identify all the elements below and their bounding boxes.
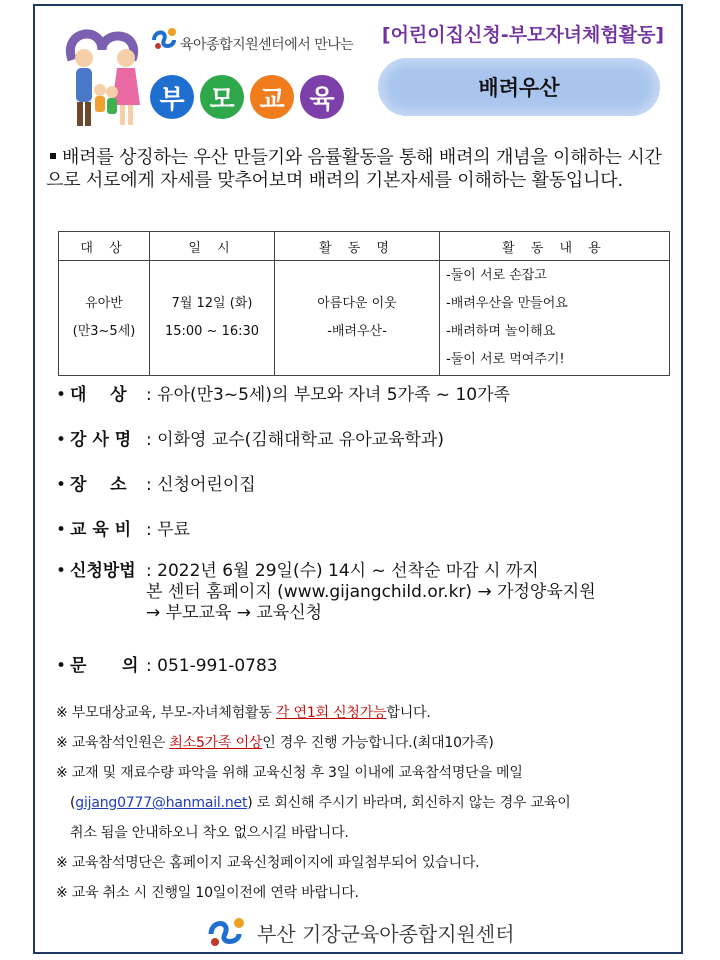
schedule-header-row	[59, 232, 670, 261]
notes-section	[56, 698, 681, 908]
header-activity-contents: 활 동 내 용	[440, 232, 670, 261]
header-activity-name: 활 동 명	[275, 232, 440, 261]
activity-name-line: 아름다운 이웃	[317, 296, 397, 311]
header-datetime: 일 시	[150, 232, 275, 261]
info-apply-line2: 본 센터 홈페이지 (www.gijangchild.or.kr) → 가정양육지원	[146, 582, 596, 602]
note-item: ※ 교육 취소 시 진행일 10일이전에 연락 바랍니다.	[56, 885, 359, 901]
intro-text: 배려를 상징하는 우산 만들기와 음률활동을 통해 배려의 개념을 이해하는 시간으로 서로에게 자세를 맞추어보며 배려의 기본자세를 이해하는 활동입니다.	[46, 147, 662, 191]
center-logo-icon	[150, 26, 180, 52]
note-item: (gijang0777@hanmail.net) 로 회신해 주시기 바라며, 회신하지 않는 경우 교육이	[70, 795, 571, 811]
header-tagline: 육아종합지원센터에서 만나는	[180, 37, 354, 53]
info-instructor-label: 강 사 명	[70, 430, 132, 450]
info-place-label: 장 소	[70, 475, 127, 495]
note-text: ※ 교육참석인원은	[56, 735, 170, 751]
info-apply-label: 신청방법	[70, 561, 136, 581]
info-apply: • 신청방법 : 2022년 6월 29일(수) 14시 ~ 선착순 마감 시 까지 본 센터 홈페이지 (www.gijangchild.or.kr) → 가정양육지원 → 부모교육 → 교육신청	[56, 561, 596, 623]
target-line: 유아반	[85, 296, 123, 311]
note-text: 인 경우 진행 가능합니다.(최대10가족)	[262, 735, 494, 751]
content-item: -배려우산을 만들어요	[446, 296, 568, 311]
content-item: -둘이 서로 손잡고	[446, 268, 547, 283]
info-fee-value: : 무료	[146, 520, 191, 540]
parent-education-badges	[150, 75, 344, 119]
square-bullet-icon	[50, 153, 56, 159]
activity-name-line: -배려우산-	[327, 324, 387, 339]
note-text: ※ 부모대상교육, 부모-자녀체험활동	[56, 705, 276, 721]
info-target-value: : 유아(만3~5세)의 부모와 자녀 5가족 ~ 10가족	[146, 385, 510, 405]
badge-bu: 부	[150, 75, 194, 119]
schedule-row	[59, 261, 670, 376]
center-logo-icon	[205, 916, 249, 948]
email-link[interactable]: gijang0777@hanmail.net	[75, 795, 248, 811]
info-instructor-value: : 이화영 교수(김해대학교 유아교육학과)	[146, 430, 444, 450]
info-instructor: • 강 사 명 : 이화영 교수(김해대학교 유아교육학과)	[56, 425, 444, 450]
note-highlight: 각 연1회 신청가능	[275, 705, 387, 721]
info-contact-label: 문 의	[70, 656, 139, 676]
badge-yuk: 육	[300, 75, 344, 119]
cell-activity-name	[275, 261, 440, 376]
intro-paragraph	[46, 146, 676, 192]
note-item: 취소 됨을 안내하오니 착오 없으시길 바랍니다.	[70, 825, 349, 841]
info-fee: • 교 육 비 : 무료	[56, 515, 190, 540]
cell-datetime	[150, 261, 275, 376]
note-text: 합니다.	[386, 705, 431, 721]
target-line: (만3~5세)	[72, 324, 136, 339]
note-item: ※ 교재 및 재료수량 파악을 위해 교육신청 후 3일 이내에 교육참석명단을 메일	[56, 765, 523, 781]
topic-title: [어린이집신청-부모자녀체험활동]	[381, 24, 665, 46]
family-illustration	[62, 20, 150, 130]
program-name-banner: 배려우산	[378, 58, 660, 116]
badge-gyo: 교	[250, 75, 294, 119]
schedule-table	[58, 231, 670, 376]
note-highlight: 최소5가족 이상	[169, 735, 263, 751]
footer	[205, 916, 515, 948]
cell-target	[59, 261, 150, 376]
info-target-label: 대 상	[70, 385, 127, 405]
cell-activity-contents	[440, 261, 670, 376]
info-place: • 장 소 : 신청어린이집	[56, 470, 256, 495]
note-text: ) 로 회신해 주시기 바라며, 회신하지 않는 경우 교육이	[247, 795, 571, 811]
info-contact: • 문 의 : 051-991-0783	[56, 651, 278, 676]
info-apply-line3: → 부모교육 → 교육신청	[146, 603, 323, 623]
date-line: 7월 12일 (화)	[171, 296, 253, 311]
note-item: ※ 교육참석명단은 홈페이지 교육신청페이지에 파일첨부되어 있습니다.	[56, 855, 480, 871]
content-item: -배려하며 놀이해요	[446, 324, 556, 339]
badge-mo: 모	[200, 75, 244, 119]
info-target: • 대 상 : 유아(만3~5세)의 부모와 자녀 5가족 ~ 10가족	[56, 380, 510, 405]
time-line: 15:00 ~ 16:30	[164, 324, 260, 339]
note-item	[56, 728, 681, 758]
info-fee-label: 교 육 비	[70, 520, 132, 540]
info-place-value: : 신청어린이집	[146, 475, 256, 495]
info-apply-line1: : 2022년 6월 29일(수) 14시 ~ 선착순 마감 시 까지	[146, 561, 539, 581]
footer-org-name: 부산 기장군육아종합지원센터	[257, 921, 515, 946]
info-contact-value: : 051-991-0783	[146, 656, 278, 676]
note-item	[56, 698, 681, 728]
content-item: -둘이 서로 먹여주기!	[446, 352, 565, 367]
header-target: 대 상	[59, 232, 150, 261]
